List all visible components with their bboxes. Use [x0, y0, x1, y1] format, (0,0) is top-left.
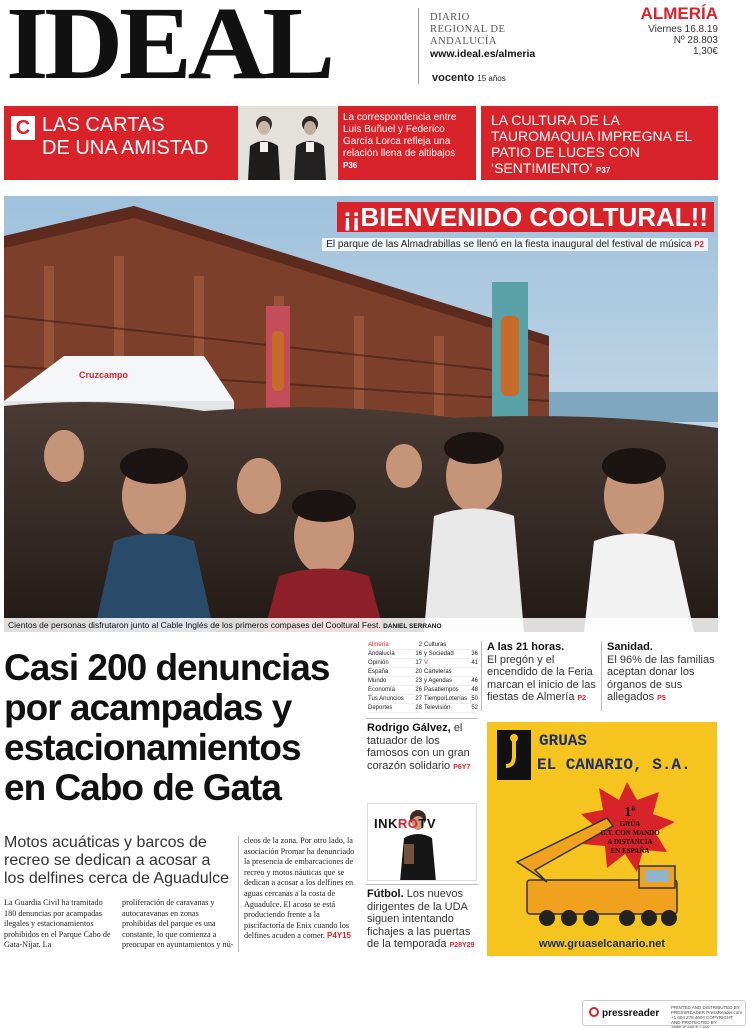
- body-text: cleos de la zona. Por otro lado, la asociación Promar ha denunciado la presencia de embarcaciones de recreo y motos náuticas que se dedican a acosar a los delfines en aguas cercanas a la costa de Aguadulce. El acoso se está produciendo frente a la piscifactoría de Enix cuando los delfines acuden a comer.: [244, 836, 355, 941]
- index-page-number: 16: [415, 651, 422, 657]
- index-section-name: y Agendas: [424, 678, 453, 684]
- lead-story[interactable]: [4, 648, 362, 808]
- index-row[interactable]: [424, 704, 478, 713]
- teaser-bunuel-lorca[interactable]: [338, 106, 476, 180]
- index-section-name: Economía: [368, 687, 396, 693]
- headline-line: estacionamientos: [4, 727, 301, 768]
- star-line: EN ESPAÑA: [610, 847, 650, 855]
- index-col-right: [424, 641, 478, 713]
- teaser-text: LA CULTURA DE LA TAUROMAQUIA IMPREGNA EL PATIO DE LUCES CON ‘SENTIMIENTO’: [491, 112, 692, 176]
- index-page-number: 50: [471, 696, 478, 702]
- index-section-name: V: [424, 660, 429, 666]
- column-divider: [238, 836, 239, 952]
- hero-subhead-text: El parque de las Almadrabillas se llenó en la fiesta inaugural del festival de música: [326, 239, 692, 250]
- ad-company-name: EL CANARIO, S.A.: [537, 756, 691, 774]
- brief-text: El 96% de las familias aceptan donar los órganos de sus allegados: [607, 653, 715, 703]
- index-row[interactable]: [424, 668, 478, 677]
- index-page-number: 20: [415, 669, 422, 675]
- index-row[interactable]: [368, 641, 422, 650]
- page-ref: P28Y29: [449, 942, 475, 949]
- index-row[interactable]: [368, 677, 422, 686]
- index-row[interactable]: [368, 659, 422, 668]
- edition-date: Viernes 16.8.19: [648, 24, 718, 35]
- photo-credit: DANIEL SERRANO: [383, 623, 442, 630]
- index-row[interactable]: [368, 650, 422, 659]
- index-page-number: 2: [418, 642, 422, 648]
- index-section-name: Deportes: [368, 705, 393, 711]
- teaser-title-line: LAS CARTAS: [42, 114, 165, 136]
- lead-headline: [4, 648, 362, 808]
- tagline-line: REGIONAL DE: [430, 24, 506, 35]
- hero-photo[interactable]: [4, 196, 718, 632]
- page-ref: P4Y15: [326, 931, 352, 941]
- teaser-title-line: DE UNA AMISTAD: [42, 137, 209, 159]
- pressreader-logo: [589, 1007, 659, 1019]
- index-row[interactable]: [424, 695, 478, 704]
- index-page-number: 23: [415, 678, 422, 684]
- index-page-number: 36: [471, 651, 478, 657]
- index-page-number: 48: [471, 687, 478, 693]
- festival-photo-illustration: [4, 196, 718, 632]
- index-page-number: 52: [471, 705, 478, 711]
- newspaper-logo[interactable]: IDEAL: [6, 0, 331, 101]
- index-page-number: 41: [471, 660, 478, 666]
- brief-sanidad[interactable]: [607, 641, 717, 706]
- section-badge: C: [11, 116, 35, 140]
- page-ref: P5: [657, 695, 666, 702]
- brief-futbol[interactable]: [367, 888, 479, 953]
- group-years: 15 años: [477, 74, 506, 83]
- portrait-illustration: [238, 106, 338, 180]
- index-row[interactable]: [368, 695, 422, 704]
- inkoro-logo: [374, 816, 436, 831]
- logo-part: INK: [374, 816, 398, 831]
- bunuel-lorca-photo: [238, 106, 338, 180]
- hero-subhead: [322, 238, 708, 251]
- index-section-name: Mundo: [368, 678, 387, 684]
- brief-lead: Fútbol.: [367, 888, 404, 900]
- brief-rule: [366, 884, 478, 885]
- hero-caption: [4, 618, 718, 632]
- star-line: 1ª: [624, 805, 636, 820]
- index-row[interactable]: [424, 659, 478, 668]
- index-row[interactable]: [368, 668, 422, 677]
- edition-info: [641, 4, 718, 57]
- hero-headline[interactable]: ¡¡BIENVENIDO COOLTURAL!!: [337, 202, 714, 232]
- brief-lead: Rodrigo Gálvez,: [367, 722, 451, 734]
- ad-company-name: GRUAS: [539, 732, 588, 750]
- lead-body-col1: La Guardia Civil ha tramitado 180 denuncias por acampadas ilegales y estacionamientos prohibidos en el Parque Cabo de Gata-Níjar. La: [4, 898, 111, 950]
- teaser-cartas[interactable]: [4, 106, 238, 180]
- website-url[interactable]: www.ideal.es/almeria: [430, 48, 536, 60]
- pressreader-note: PRINTED AND DISTRIBUTED BY PRESSREADER PressReader.com +1 604 278 4604 COPYRIGHT AND PROTECTED BY APPLICABLE LAW: [671, 1005, 743, 1028]
- brief-divider: [481, 641, 482, 711]
- ad-star-text: [575, 806, 685, 856]
- pressreader-badge[interactable]: [582, 1000, 746, 1026]
- page-ref: P2: [694, 240, 704, 249]
- edition-issue: Nº 28.803: [673, 35, 718, 46]
- index-row[interactable]: [424, 677, 478, 686]
- index-col-left: [368, 641, 422, 713]
- tagline: [430, 12, 505, 48]
- brief-lead: Sanidad.: [607, 641, 653, 653]
- brief-lead: A las 21 horas.: [487, 641, 565, 653]
- brief-rule: [366, 718, 478, 719]
- group-name: vocento: [432, 72, 475, 84]
- headline-line: en Cabo de Gata: [4, 767, 281, 808]
- tent-brand-label: Cruzcampo: [79, 370, 129, 380]
- section-index: [368, 641, 476, 714]
- index-row[interactable]: [424, 641, 478, 650]
- index-page-number: 17: [415, 660, 422, 666]
- page-ref: P2: [577, 695, 587, 702]
- caption-text: Cientos de personas disfrutaron junto al Cable Inglés de los primeros compases del Cooltural Fest.: [8, 620, 381, 630]
- pressreader-icon: [589, 1007, 599, 1017]
- teaser-cartas-title: [42, 114, 208, 160]
- teaser-tauromaquia[interactable]: [481, 106, 718, 180]
- masthead-divider: [418, 8, 419, 84]
- index-page-number: 26: [415, 687, 422, 693]
- index-page-number: 27: [415, 696, 422, 702]
- lead-body-col2: proliferación de caravanas y autocaravanas en zonas prohibidas del parque es una constante, lo que comienza a preocupar en ayuntamientos y nú-: [122, 898, 234, 950]
- tagline-line: DIARIO: [430, 12, 470, 23]
- index-row[interactable]: [424, 686, 478, 695]
- pressreader-brand: pressreader: [602, 1008, 660, 1019]
- index-row[interactable]: [368, 704, 422, 713]
- logo-part: RO: [397, 816, 419, 831]
- page-ref: P6Y7: [453, 763, 471, 771]
- brief-rodrigo[interactable]: [367, 722, 479, 774]
- gruas-el-canario-ad[interactable]: [487, 722, 717, 956]
- brief-divider: [601, 641, 602, 711]
- star-line: A DISTANCIA: [607, 838, 653, 846]
- index-row[interactable]: [368, 686, 422, 695]
- index-page-number: 46: [471, 678, 478, 684]
- logo-part: TV: [418, 816, 437, 831]
- index-row[interactable]: [424, 650, 478, 659]
- inkoro-tv-photo[interactable]: [367, 803, 477, 881]
- page-ref: P36: [343, 161, 358, 170]
- brief-feria[interactable]: [487, 641, 597, 706]
- lead-dek: Motos acuáticas y barcos de recreo se dedican a acosar a los delfines cerca de Aguadulce: [4, 834, 230, 887]
- tagline-line: ANDALUCÍA: [430, 36, 497, 47]
- index-section-name: Culturas: [424, 642, 447, 648]
- brief-text: Los nuevos dirigentes de la UDA siguen intentando fichajes a las puertas de la temporada: [367, 888, 471, 950]
- edition-price: 1,30€: [692, 46, 718, 57]
- index-section-name: Carteleras: [424, 669, 452, 675]
- index-section-name: Tiempo/Loterías: [424, 696, 468, 702]
- index-section-name: Pasatiempos: [424, 687, 459, 693]
- headline-line: por acampadas y: [4, 687, 292, 728]
- brief-text: El pregón y el encendido de la Feria marcan el inicio de las fiestas de Almería: [487, 653, 596, 703]
- ad-url[interactable]: www.gruaselcanario.net: [538, 938, 666, 950]
- masthead: [0, 0, 750, 100]
- star-line: GRÚA: [619, 820, 641, 828]
- vocento-logo: [432, 72, 506, 84]
- index-section-name: Televisión: [424, 705, 451, 711]
- index-page-number: 28: [415, 705, 422, 711]
- index-section-name: y Sociedad: [424, 651, 454, 657]
- index-section-name: Opinión: [368, 660, 389, 666]
- index-section-name: Tus Anuncios: [368, 696, 404, 702]
- brief-text: el tatuador de los famosos con un gran corazón solidario: [367, 722, 470, 772]
- index-section-name: Andalucía: [368, 651, 395, 657]
- index-section-name: España: [368, 669, 389, 675]
- edition-city: ALMERÍA: [640, 4, 718, 23]
- headline-line: Casi 200 denuncias: [4, 647, 330, 688]
- teaser-text: La correspondencia entre Luis Buñuel y Federico García Lorca refleja una relación llena de altibajos: [343, 112, 457, 159]
- index-section-name: Almería: [368, 642, 389, 648]
- page-ref: P37: [596, 166, 611, 175]
- star-line: G.T. CON MANDO: [600, 829, 660, 837]
- lead-body-col3: [244, 836, 358, 942]
